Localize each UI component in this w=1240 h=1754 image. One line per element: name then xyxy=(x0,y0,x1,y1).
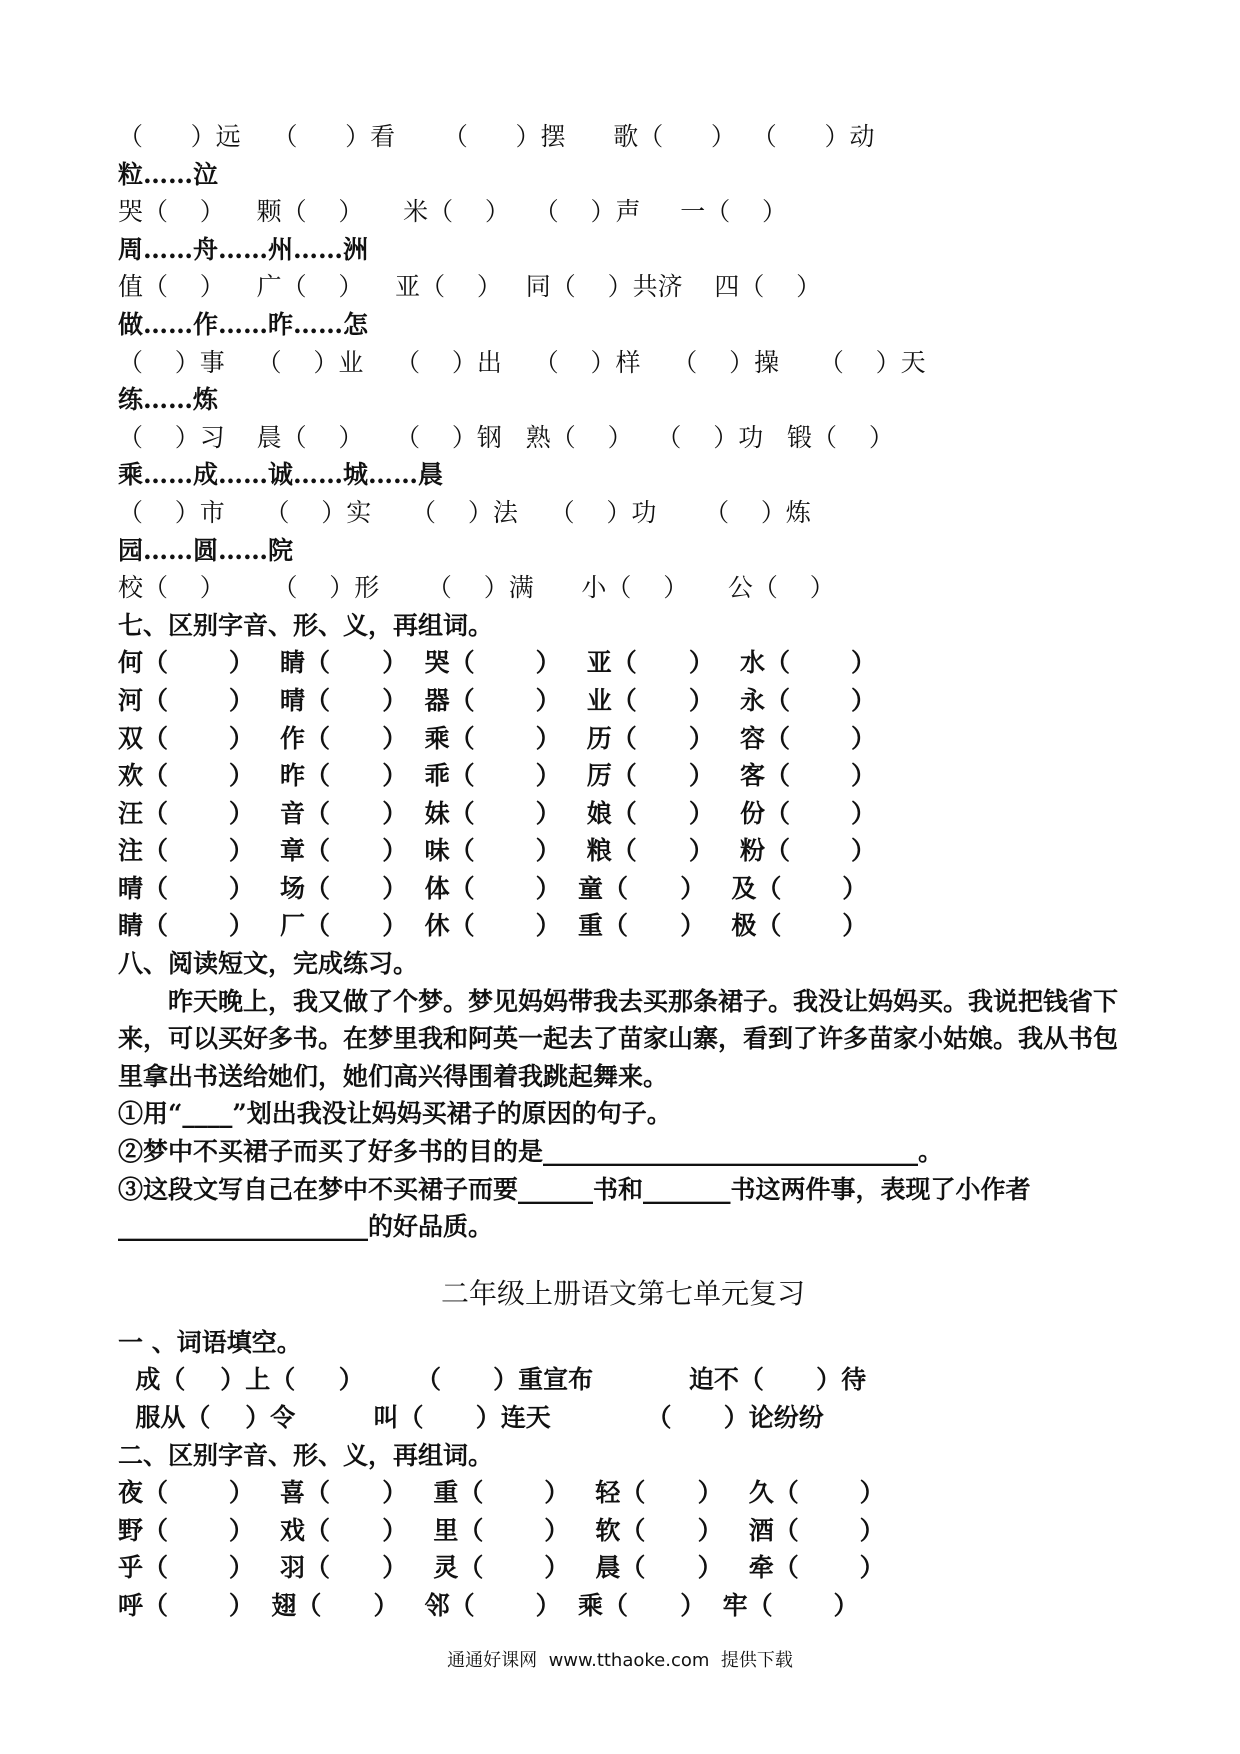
reading-passage: 昨天晚上，我又做了个梦。梦见妈妈带我去买那条裙子。我没让妈妈买。我说把钱省下来，可以买好多书。在梦里我和阿英一起去了苗家山寨，看到了许多苗家小姑娘。我从书包里拿出书送给她们，她们高兴得围着我跳起舞来。 xyxy=(118,986,1119,1091)
exercise-line: 校（ ） （ ）形 （ ）满 小（ ） 公（ ） xyxy=(118,573,835,603)
compare-row: 何（ ） 睛（ ） 哭（ ） 亚（ ） 水（ ） xyxy=(118,648,876,678)
fill-row: 成（ ）上（ ） （ ）重宣布 迫不（ ）待 xyxy=(118,1365,867,1395)
compare-row: 注（ ） 章（ ） 味（ ） 粮（ ） 粉（ ） xyxy=(118,836,876,866)
exercise-line: 值（ ） 广（ ） 亚（ ） 同（ ）共济 四（ ） xyxy=(118,272,822,302)
compare-row: 河（ ） 晴（ ） 器（ ） 业（ ） 永（ ） xyxy=(118,685,876,715)
exercise-line: （ ）远 （ ）看 （ ）摆 歌（ ） （ ）动 xyxy=(118,122,875,151)
page-footer: 通通好课网 www.tthaoke.com 提供下载 xyxy=(447,1650,793,1671)
question-line: ②梦中不买裙子而买了好多书的目的是______________________________。 xyxy=(118,1137,944,1167)
section-7 xyxy=(118,607,1128,945)
char-group-line: 粒……泣 xyxy=(118,159,219,189)
compare-row: 晴（ ） 场（ ） 体（ ） 童（ ） 及（ ） xyxy=(118,873,868,903)
char-group-line: 周……舟……州……洲 xyxy=(118,234,369,264)
unit7-part2 xyxy=(118,1437,1128,1625)
exercise-line: （ ）市 （ ）实 （ ）法 （ ）功 （ ）炼 xyxy=(118,497,811,527)
char-group-line: 园……圆……院 xyxy=(118,535,294,565)
compare-row: 汪（ ） 音（ ） 妹（ ） 娘（ ） 份（ ） xyxy=(118,798,876,828)
exercise-line: 哭（ ） 颗（ ） 米（ ） （ ）声 一（ ） xyxy=(118,197,788,227)
compare-row: 睛（ ） 厂（ ） 休（ ） 重（ ） 极（ ） xyxy=(118,911,868,941)
unit6-exercises xyxy=(118,118,1128,607)
compare-row: 野（ ） 戏（ ） 里（ ） 软（ ） 酒（ ） xyxy=(118,1515,885,1545)
compare-row: 夜（ ） 喜（ ） 重（ ） 轻（ ） 久（ ） xyxy=(118,1478,885,1508)
char-group-line: 做……作……昨……怎 xyxy=(118,309,369,339)
compare-row: 欢（ ） 昨（ ） 乖（ ） 厉（ ） 客（ ） xyxy=(118,761,876,791)
section-heading: 八、阅读短文，完成练习。 xyxy=(118,949,419,979)
compare-row: 乎（ ） 羽（ ） 灵（ ） 晨（ ） 牵（ ） xyxy=(118,1553,885,1583)
section-heading: 二、区别字音、形、义，再组词。 xyxy=(118,1440,494,1470)
exercise-line: （ ）习 晨（ ） （ ）钢 熟（ ） （ ）功 锻（ ） xyxy=(118,422,894,452)
exercise-line: （ ）事 （ ）业 （ ）出 （ ）样 （ ）操 （ ）天 xyxy=(118,347,926,377)
worksheet-page xyxy=(118,118,1128,1625)
unit7-title: 二年级上册语文第七单元复习 xyxy=(440,1276,805,1310)
compare-row: 双（ ） 作（ ） 乘（ ） 历（ ） 容（ ） xyxy=(118,723,876,753)
question-line: ①用“____”划出我没让妈妈买裙子的原因的句子。 xyxy=(118,1099,672,1129)
fill-row: 服从（ ）令 叫（ ）连天 （ ）论纷纷 xyxy=(118,1403,824,1432)
question-line: ③这段文写自己在梦中不买裙子而要______书和_______书这两件事，表现了小作者 xyxy=(118,1174,1031,1204)
char-group-line: 乘……成……诚……城……晨 xyxy=(118,460,444,490)
section-8 xyxy=(118,945,1128,1246)
section-heading: 七、区别字音、形、义，再组词。 xyxy=(118,610,494,640)
char-group-line: 练……炼 xyxy=(118,385,219,415)
unit7-part1 xyxy=(118,1324,1128,1437)
compare-row: 呼（ ） 翅（ ） 邻（ ） 乘（ ） 牢（ ） xyxy=(118,1590,859,1620)
question-line: ____________________的好品质。 xyxy=(118,1212,494,1242)
section-heading: 一 、词语填空。 xyxy=(118,1327,302,1357)
